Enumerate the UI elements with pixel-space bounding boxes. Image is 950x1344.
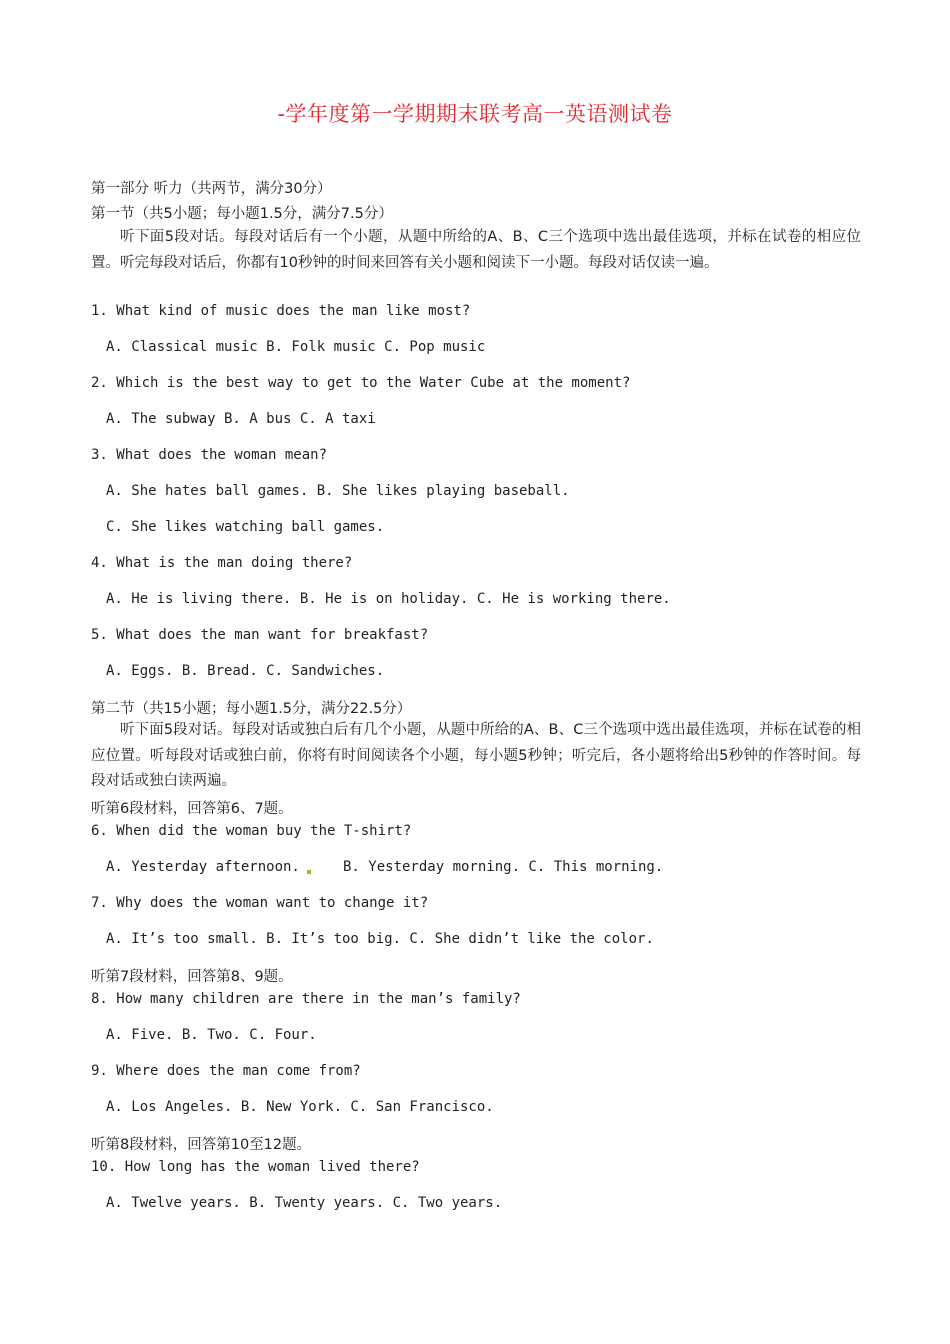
question-5-options: A. Eggs. B. Bread. C. Sandwiches. bbox=[106, 663, 385, 679]
question-9-options: A. Los Angeles. B. New York. C. San Francisco. bbox=[106, 1099, 494, 1115]
material-8-heading: 听第8段材料，回答第10至12题。 bbox=[91, 1137, 312, 1153]
question-4: 4. What is the man doing there? bbox=[91, 555, 353, 571]
question-1-options: A. Classical music B. Folk music C. Pop music bbox=[106, 339, 486, 355]
question-1: 1. What kind of music does the man like most? bbox=[91, 303, 471, 319]
material-6-heading: 听第6段材料，回答第6、7题。 bbox=[91, 801, 293, 817]
material-7-heading: 听第7段材料，回答第8、9题。 bbox=[91, 969, 293, 985]
question-3-options-c: C. She likes watching ball games. bbox=[106, 519, 385, 535]
section1-instructions: 听下面5段对话。每段对话后有一个小题，从题中所给的A、B、C三个选项中选出最佳选项，并标在试卷的相应位置。听完每段对话后，你都有10秒钟的时间来回答有关小题和阅读下一小题。每段对话仅读一遍。 bbox=[91, 229, 861, 271]
question-3-options: A. She hates ball games. B. She likes playing baseball. bbox=[106, 483, 570, 499]
section2-heading: 第二节（共15小题；每小题1.5分，满分22.5分） bbox=[91, 701, 412, 717]
question-6: 6. When did the woman buy the T-shirt? bbox=[91, 823, 412, 839]
question-3: 3. What does the woman mean? bbox=[91, 447, 328, 463]
question-6-options-bc: B. Yesterday morning. C. This morning. bbox=[343, 859, 664, 875]
section1-heading: 第一节（共5小题；每小题1.5分，满分7.5分） bbox=[91, 206, 393, 222]
question-2: 2. Which is the best way to get to the Water Cube at the moment? bbox=[91, 375, 631, 391]
green-dot-mark bbox=[307, 870, 311, 874]
question-10-options: A. Twelve years. B. Twenty years. C. Two years. bbox=[106, 1195, 503, 1211]
question-6-option-a: A. Yesterday afternoon. bbox=[106, 859, 300, 875]
question-10: 10. How long has the woman lived there? bbox=[91, 1159, 420, 1175]
question-5: 5. What does the man want for breakfast? bbox=[91, 627, 429, 643]
page-title: -学年度第一学期期末联考高一英语测试卷 bbox=[277, 102, 673, 126]
part1-heading: 第一部分 听力（共两节，满分30分） bbox=[91, 181, 332, 197]
section2-instructions: 听下面5段对话。每段对话或独白后有几个小题，从题中所给的A、B、C三个选项中选出最佳选项，并标在试卷的相应位置。听每段对话或独白前，你将有时间阅读各个小题，每小题5秒钟；听完后，各小题将给出5秒钟的作答时间。每段对话或独白读两遍。 bbox=[91, 722, 861, 789]
question-8: 8. How many children are there in the man’s family? bbox=[91, 991, 521, 1007]
question-2-options: A. The subway B. A bus C. A taxi bbox=[106, 411, 376, 427]
question-7: 7. Why does the woman want to change it? bbox=[91, 895, 429, 911]
question-8-options: A. Five. B. Two. C. Four. bbox=[106, 1027, 317, 1043]
question-9: 9. Where does the man come from? bbox=[91, 1063, 361, 1079]
question-7-options: A. It’s too small. B. It’s too big. C. She didn’t like the color. bbox=[106, 931, 654, 947]
question-4-options: A. He is living there. B. He is on holiday. C. He is working there. bbox=[106, 591, 671, 607]
